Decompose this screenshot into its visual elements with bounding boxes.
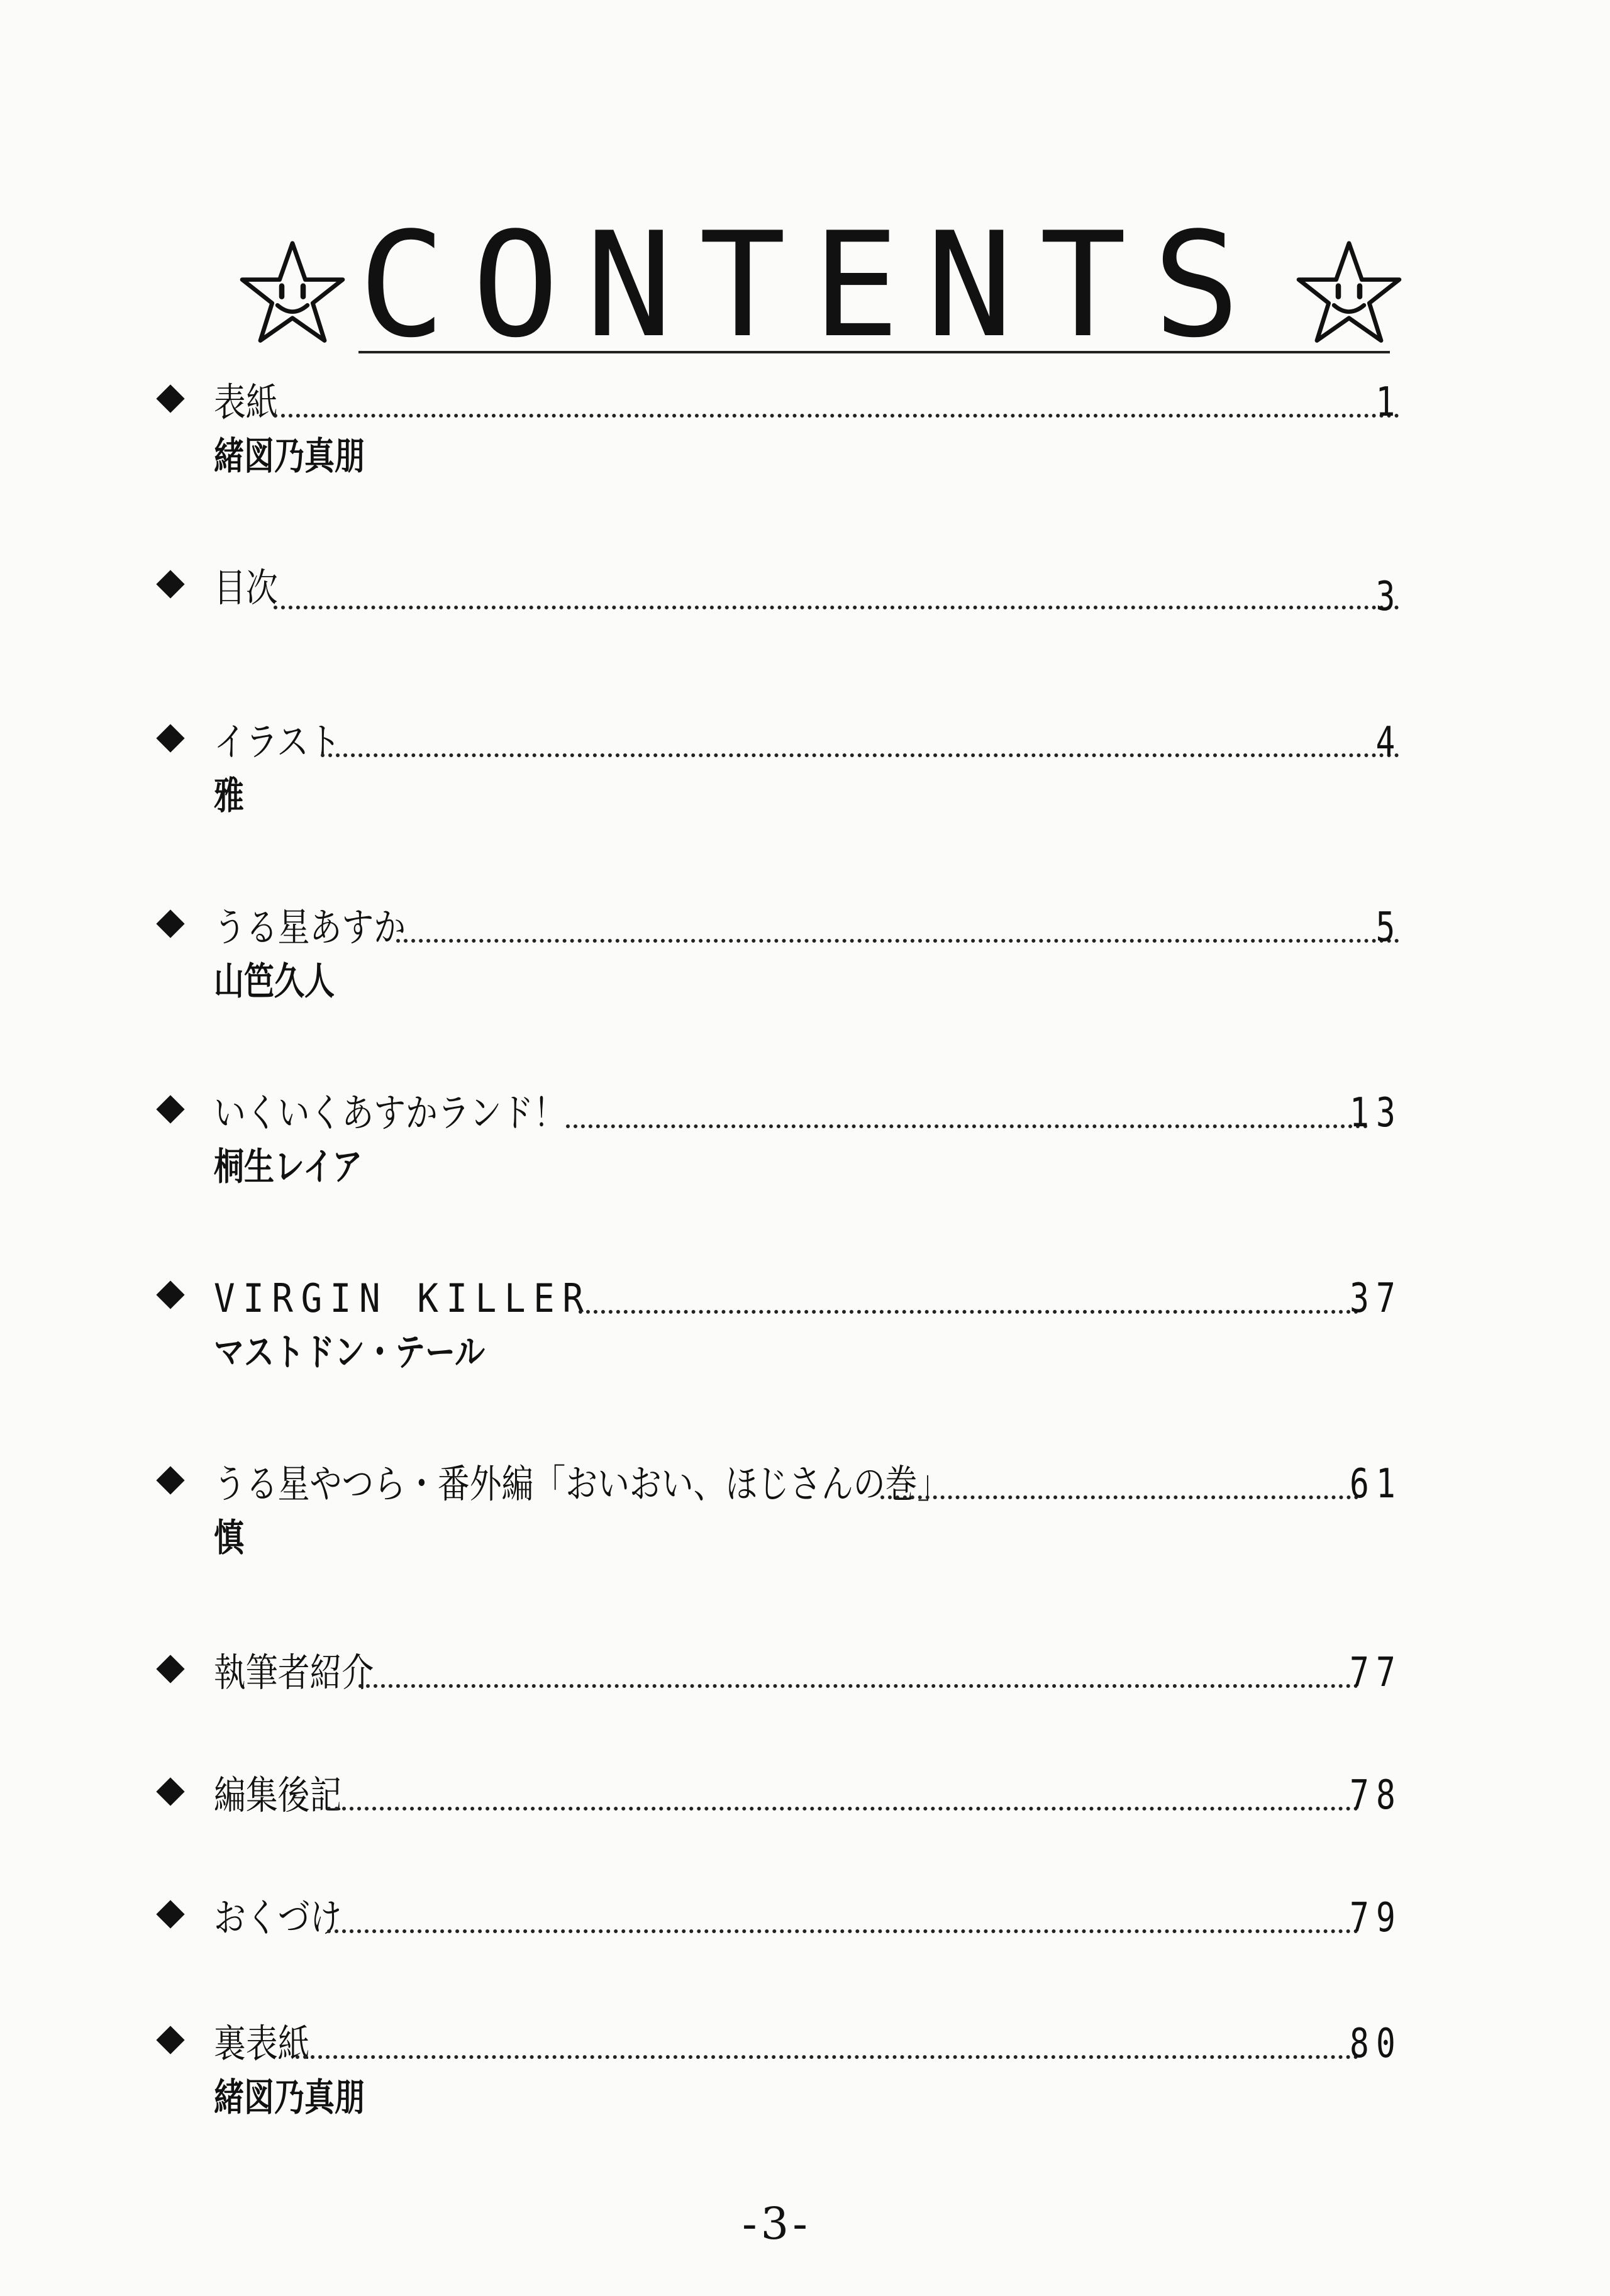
entry-page-number: 1 [1375,379,1402,426]
page-number: -3- [742,2198,811,2249]
toc-entry [151,1770,1402,1896]
toc-entry [151,1459,1402,1585]
entry-title: おくづけ [214,1895,342,1941]
entry-author: 緒図乃真朋 [214,2076,365,2120]
entry-page-number: 37 [1349,1275,1402,1322]
dot-leader [579,1310,1358,1314]
entry-title: 目次 [214,565,278,611]
entry-title: 裏表紙 [214,2021,310,2066]
dot-leader [566,1124,1368,1128]
dot-leader [274,606,1399,609]
diamond-bullet-icon [156,570,184,598]
toc-entry [151,563,1402,689]
diamond-bullet-icon [156,909,184,938]
entry-title: いくいくあすかランド！ [214,1090,566,1136]
entry-title: 表紙 [214,379,278,425]
toc-entry [151,1893,1402,2019]
entry-title: うる星あすか [214,904,406,950]
entry-page-number: 61 [1349,1461,1402,1507]
entry-author: 雅 [214,774,244,818]
entry-title: VIRGIN KILLER [214,1275,592,1321]
entry-title: イラスト [214,719,341,765]
entry-title: 執筆者紹介 [214,1650,374,1695]
diamond-bullet-icon [156,2026,184,2054]
page-title: CONTENTS [358,202,1267,370]
entry-page-number: 5 [1375,904,1402,951]
dot-leader [327,1929,1358,1933]
toc-entry [151,2019,1402,2144]
diamond-bullet-icon [156,724,184,752]
title-underline [358,351,1390,353]
dot-leader [274,414,1399,418]
smiling-star-icon [1296,239,1402,346]
entry-author: 桐生レイア [214,1145,363,1189]
entry-title: 編集後記 [214,1772,342,1818]
entry-page-number: 4 [1375,719,1402,765]
entry-page-number: 79 [1349,1895,1402,1941]
toc-entry [151,377,1402,503]
entry-page-number: 80 [1349,2021,1402,2067]
smiling-star-icon [239,239,346,346]
entry-author: 山笆久人 [214,960,335,1004]
diamond-bullet-icon [156,1095,184,1123]
dot-leader [327,1807,1358,1811]
diamond-bullet-icon [156,1777,184,1805]
entry-page-number: 13 [1349,1090,1402,1136]
toc-entry [151,1088,1402,1214]
entry-title: うる星やつら・番外編「おいおい、ほじさんの巻」 [214,1461,950,1507]
contents-header [239,201,1396,370]
toc-entry [151,717,1402,843]
entry-author: マストドン・テール [214,1331,486,1375]
entry-author: 慎 [214,1516,244,1560]
dot-leader [296,2055,1358,2059]
toc-entry [151,1648,1402,1773]
entry-page-number: 77 [1349,1650,1402,1696]
diamond-bullet-icon [156,1900,184,1928]
toc-entry [151,902,1402,1028]
dot-leader [321,753,1399,757]
diamond-bullet-icon [156,1655,184,1683]
entry-page-number: 78 [1349,1772,1402,1819]
diamond-bullet-icon [156,1466,184,1494]
entry-page-number: 3 [1375,574,1402,620]
diamond-bullet-icon [156,1280,184,1309]
dot-leader [358,1684,1358,1688]
dot-leader [396,939,1399,943]
toc-entry [151,1273,1402,1399]
diamond-bullet-icon [156,384,184,413]
dot-leader [880,1495,1358,1499]
entry-author: 緒図乃真朋 [214,435,365,479]
